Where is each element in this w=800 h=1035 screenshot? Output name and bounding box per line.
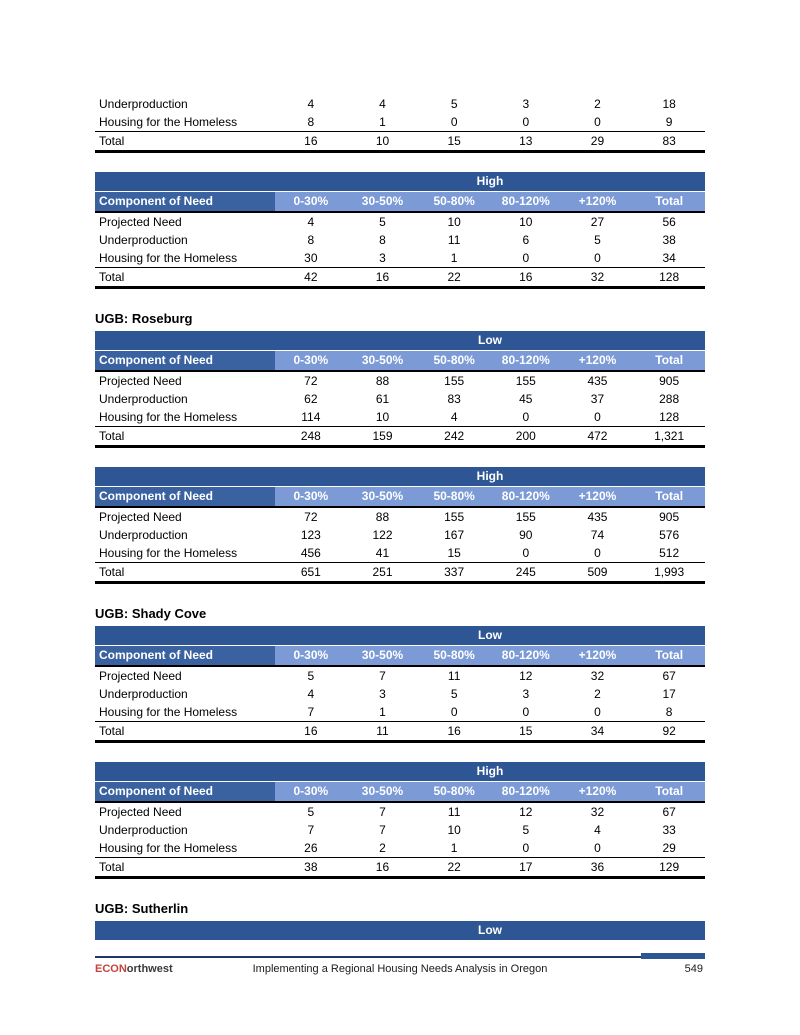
- cell-value: 9: [665, 115, 673, 129]
- table-row: [95, 839, 705, 858]
- cell-value: 122: [372, 528, 393, 542]
- cell-value: 5: [594, 233, 601, 247]
- cell-value: 6: [522, 233, 530, 247]
- row-label: Projected Need: [99, 374, 182, 388]
- ugb-heading: UGB: Roseburg: [95, 311, 193, 326]
- cell-value: 88: [375, 510, 390, 524]
- cell-value: 435: [587, 374, 608, 388]
- cell-value: 0: [450, 115, 458, 129]
- cell-value: 0: [522, 115, 530, 129]
- cell-value: 7: [307, 705, 315, 719]
- cell-value: 4: [307, 687, 315, 701]
- column-header: +120%: [562, 782, 634, 803]
- cell-value: 90: [519, 528, 533, 542]
- total-value: 92: [633, 722, 705, 742]
- total-row: [95, 268, 705, 288]
- total-value: 15: [418, 132, 490, 152]
- cell-value: 0: [522, 705, 530, 719]
- total-label: Total: [95, 268, 275, 288]
- row-label: Housing for the Homeless: [99, 546, 238, 560]
- column-header: 50-80%: [418, 192, 490, 213]
- column-header: 30-50%: [347, 192, 419, 213]
- housing-needs-table: [95, 95, 705, 153]
- column-header-row: [95, 782, 705, 803]
- column-header: 80-120%: [490, 351, 562, 372]
- cell-value: 30: [304, 251, 318, 265]
- cell-value: 12: [519, 805, 533, 819]
- total-value: 22: [418, 858, 490, 878]
- scenario-band-spacer: [95, 331, 275, 351]
- cell-value: 155: [444, 374, 465, 388]
- component-of-need-header: Component of Need: [95, 351, 275, 372]
- cell-value: 155: [515, 510, 536, 524]
- row-label: Projected Need: [99, 510, 182, 524]
- cell-value: 435: [587, 510, 608, 524]
- cell-value: 12: [519, 669, 533, 683]
- scenario-band-row: [95, 331, 705, 351]
- cell-value: 0: [522, 410, 530, 424]
- page-footer: [95, 956, 705, 979]
- cell-value: 0: [522, 251, 530, 265]
- cell-value: 8: [307, 233, 315, 247]
- scenario-band-row: [95, 626, 705, 646]
- column-header: Total: [633, 192, 705, 213]
- cell-value: 2: [379, 841, 386, 855]
- cell-value: 123: [300, 528, 321, 542]
- total-value: 34: [562, 722, 634, 742]
- scenario-band-row: [95, 467, 705, 487]
- total-value: 159: [347, 427, 419, 447]
- cell-value: 456: [300, 546, 321, 560]
- total-label: Total: [95, 858, 275, 878]
- cell-value: 288: [659, 392, 680, 406]
- cell-value: 41: [375, 546, 390, 560]
- column-header: 0-30%: [275, 782, 347, 803]
- row-label: Underproduction: [99, 233, 188, 247]
- table-row: [95, 526, 705, 544]
- cell-value: 18: [662, 97, 676, 111]
- column-header: 30-50%: [347, 646, 419, 667]
- row-label: Underproduction: [99, 392, 188, 406]
- cell-value: 11: [447, 233, 461, 247]
- cell-value: 0: [522, 546, 530, 560]
- column-header: 0-30%: [275, 351, 347, 372]
- row-label: Underproduction: [99, 528, 188, 542]
- column-header: 0-30%: [275, 487, 347, 508]
- housing-needs-table: [95, 626, 705, 743]
- cell-value: 32: [590, 805, 605, 819]
- total-value: 29: [562, 132, 634, 152]
- scenario-band-spacer: [95, 921, 275, 941]
- scenario-band-row: [95, 762, 705, 782]
- cell-value: 167: [444, 528, 465, 542]
- column-header: Total: [633, 351, 705, 372]
- row-label: Housing for the Homeless: [99, 410, 238, 424]
- cell-value: 26: [304, 841, 318, 855]
- cell-value: 11: [447, 669, 461, 683]
- total-row: [95, 132, 705, 152]
- cell-value: 88: [375, 374, 390, 388]
- component-of-need-header: Component of Need: [95, 192, 275, 213]
- column-header: 50-80%: [418, 487, 490, 508]
- cell-value: 5: [450, 687, 458, 701]
- cell-value: 1: [450, 841, 458, 855]
- total-value: 200: [490, 427, 562, 447]
- cell-value: 2: [594, 97, 601, 111]
- row-label: Housing for the Homeless: [99, 841, 238, 855]
- total-value: 16: [275, 132, 347, 152]
- housing-needs-table: [95, 331, 705, 448]
- component-of-need-header: Component of Need: [95, 487, 275, 508]
- cell-value: 11: [447, 805, 461, 819]
- total-value: 1,321: [633, 427, 705, 447]
- cell-value: 576: [659, 528, 680, 542]
- row-label: Housing for the Homeless: [99, 251, 238, 265]
- total-value: 38: [275, 858, 347, 878]
- cell-value: 72: [304, 374, 318, 388]
- cell-value: 1: [379, 115, 386, 129]
- cell-value: 7: [307, 823, 315, 837]
- column-header: 50-80%: [418, 351, 490, 372]
- housing-needs-table: [95, 172, 705, 289]
- table-row: [95, 685, 705, 703]
- cell-value: 3: [379, 687, 386, 701]
- footer-page-number: 549: [684, 963, 703, 975]
- column-header: 80-120%: [490, 192, 562, 213]
- cell-value: 0: [594, 705, 601, 719]
- total-value: 22: [418, 268, 490, 288]
- row-label: Projected Need: [99, 805, 182, 819]
- scenario-label: High: [275, 172, 705, 192]
- cell-value: 905: [659, 510, 680, 524]
- column-header: +120%: [562, 487, 634, 508]
- cell-value: 8: [307, 115, 315, 129]
- cell-value: 8: [379, 233, 386, 247]
- total-value: 337: [418, 563, 490, 583]
- scenario-band-row: [95, 921, 705, 941]
- total-value: 16: [275, 722, 347, 742]
- total-value: 1,993: [633, 563, 705, 583]
- cell-value: 4: [450, 410, 458, 424]
- cell-value: 4: [594, 823, 601, 837]
- column-header: 80-120%: [490, 782, 562, 803]
- total-row: [95, 722, 705, 742]
- row-label: Underproduction: [99, 97, 188, 111]
- total-label: Total: [95, 132, 275, 152]
- cell-value: 10: [375, 410, 390, 424]
- cell-value: 83: [447, 392, 461, 406]
- cell-value: 155: [444, 510, 465, 524]
- cell-value: 72: [304, 510, 318, 524]
- table-row: [95, 666, 705, 685]
- scenario-band-spacer: [95, 172, 275, 192]
- cell-value: 3: [522, 97, 530, 111]
- cell-value: 34: [662, 251, 676, 265]
- total-value: 83: [633, 132, 705, 152]
- footer-document-title: Implementing a Regional Housing Needs Analysis in Oregon: [252, 963, 548, 975]
- scenario-band-spacer: [95, 467, 275, 487]
- cell-value: 29: [662, 841, 676, 855]
- total-value: 17: [490, 858, 562, 878]
- table-row: [95, 544, 705, 563]
- table-row: [95, 231, 705, 249]
- cell-value: 17: [662, 687, 676, 701]
- total-value: 15: [490, 722, 562, 742]
- cell-value: 61: [375, 392, 390, 406]
- table-row: [95, 821, 705, 839]
- row-label: Projected Need: [99, 669, 182, 683]
- cell-value: 5: [450, 97, 458, 111]
- column-header: +120%: [562, 646, 634, 667]
- scenario-band-spacer: [95, 626, 275, 646]
- cell-value: 2: [594, 687, 601, 701]
- cell-value: 33: [662, 823, 676, 837]
- total-value: 36: [562, 858, 634, 878]
- scenario-band-table: [95, 921, 705, 941]
- ugb-heading: UGB: Shady Cove: [95, 606, 207, 621]
- cell-value: 7: [379, 669, 386, 683]
- cell-value: 0: [594, 410, 601, 424]
- cell-value: 5: [307, 669, 315, 683]
- total-value: 251: [347, 563, 419, 583]
- cell-value: 3: [522, 687, 530, 701]
- row-label: Housing for the Homeless: [99, 115, 238, 129]
- column-header-row: [95, 192, 705, 213]
- column-header-row: [95, 351, 705, 372]
- cell-value: 74: [590, 528, 605, 542]
- table-row: [95, 212, 705, 231]
- cell-value: 0: [594, 841, 601, 855]
- cell-value: 5: [307, 805, 315, 819]
- total-value: 242: [418, 427, 490, 447]
- cell-value: 512: [659, 546, 680, 560]
- cell-value: 67: [662, 805, 676, 819]
- scenario-band-spacer: [95, 762, 275, 782]
- cell-value: 0: [594, 251, 601, 265]
- total-value: 32: [562, 268, 634, 288]
- cell-value: 1: [379, 705, 386, 719]
- column-header: Total: [633, 646, 705, 667]
- table-row: [95, 390, 705, 408]
- cell-value: 15: [447, 546, 461, 560]
- cell-value: 128: [659, 410, 680, 424]
- cell-value: 4: [307, 215, 315, 229]
- table-row: [95, 408, 705, 427]
- total-value: 42: [275, 268, 347, 288]
- total-value: 16: [347, 858, 419, 878]
- total-value: 472: [562, 427, 634, 447]
- content: [95, 95, 705, 941]
- table-row: [95, 507, 705, 526]
- cell-value: 4: [307, 97, 315, 111]
- column-header: Total: [633, 782, 705, 803]
- column-header: 0-30%: [275, 646, 347, 667]
- column-header: 30-50%: [347, 487, 419, 508]
- housing-needs-table: [95, 467, 705, 584]
- cell-value: 7: [379, 805, 386, 819]
- row-label: Projected Need: [99, 215, 182, 229]
- cell-value: 0: [594, 115, 601, 129]
- total-row: [95, 427, 705, 447]
- total-value: 129: [633, 858, 705, 878]
- column-header: Total: [633, 487, 705, 508]
- table-row: [95, 249, 705, 268]
- cell-value: 38: [662, 233, 676, 247]
- row-label: Housing for the Homeless: [99, 705, 238, 719]
- cell-value: 32: [590, 669, 605, 683]
- total-value: 13: [490, 132, 562, 152]
- total-value: 651: [275, 563, 347, 583]
- table-row: [95, 802, 705, 821]
- total-value: 16: [418, 722, 490, 742]
- cell-value: 67: [662, 669, 676, 683]
- footer-row: [95, 958, 705, 979]
- scenario-label: Low: [275, 331, 705, 351]
- cell-value: 114: [301, 410, 321, 424]
- cell-value: 5: [379, 215, 386, 229]
- column-header: 0-30%: [275, 192, 347, 213]
- table-row: [95, 95, 705, 113]
- ugb-heading: UGB: Sutherlin: [95, 901, 189, 916]
- total-value: 248: [275, 427, 347, 447]
- table-row: [95, 113, 705, 132]
- cell-value: 0: [594, 546, 601, 560]
- total-label: Total: [95, 563, 275, 583]
- cell-value: 0: [450, 705, 458, 719]
- column-header: 30-50%: [347, 351, 419, 372]
- total-value: 16: [490, 268, 562, 288]
- scenario-label: Low: [275, 626, 705, 646]
- cell-value: 155: [515, 374, 536, 388]
- total-label: Total: [95, 722, 275, 742]
- brand-prefix: ECON: [95, 963, 127, 975]
- table-row: [95, 371, 705, 390]
- component-of-need-header: Component of Need: [95, 646, 275, 667]
- total-value: 509: [562, 563, 634, 583]
- cell-value: 8: [665, 705, 673, 719]
- total-value: 11: [347, 722, 419, 742]
- component-of-need-header: Component of Need: [95, 782, 275, 803]
- cell-value: 7: [379, 823, 386, 837]
- column-header: 80-120%: [490, 487, 562, 508]
- cell-value: 4: [379, 97, 386, 111]
- cell-value: 27: [590, 215, 605, 229]
- table-row: [95, 703, 705, 722]
- row-label: Underproduction: [99, 823, 188, 837]
- column-header: 80-120%: [490, 646, 562, 667]
- scenario-label: Low: [275, 921, 705, 941]
- total-row: [95, 858, 705, 878]
- cell-value: 56: [662, 215, 676, 229]
- column-header: 50-80%: [418, 646, 490, 667]
- column-header: 30-50%: [347, 782, 419, 803]
- column-header: +120%: [562, 351, 634, 372]
- total-label: Total: [95, 427, 275, 447]
- column-header-row: [95, 646, 705, 667]
- cell-value: 10: [447, 215, 461, 229]
- cell-value: 10: [519, 215, 533, 229]
- scenario-label: High: [275, 467, 705, 487]
- total-row: [95, 563, 705, 583]
- total-value: 16: [347, 268, 419, 288]
- cell-value: 10: [447, 823, 461, 837]
- cell-value: 45: [519, 392, 533, 406]
- cell-value: 62: [304, 392, 318, 406]
- total-value: 10: [347, 132, 419, 152]
- total-value: 245: [490, 563, 562, 583]
- scenario-label: High: [275, 762, 705, 782]
- housing-needs-table: [95, 762, 705, 879]
- cell-value: 5: [522, 823, 530, 837]
- cell-value: 905: [659, 374, 680, 388]
- cell-value: 3: [379, 251, 386, 265]
- column-header-row: [95, 487, 705, 508]
- column-header: +120%: [562, 192, 634, 213]
- column-header: 50-80%: [418, 782, 490, 803]
- brand-suffix: orthwest: [126, 963, 173, 975]
- total-value: 128: [633, 268, 705, 288]
- row-label: Underproduction: [99, 687, 188, 701]
- scenario-band-row: [95, 172, 705, 192]
- cell-value: 37: [590, 392, 605, 406]
- cell-value: 1: [450, 251, 458, 265]
- cell-value: 0: [522, 841, 530, 855]
